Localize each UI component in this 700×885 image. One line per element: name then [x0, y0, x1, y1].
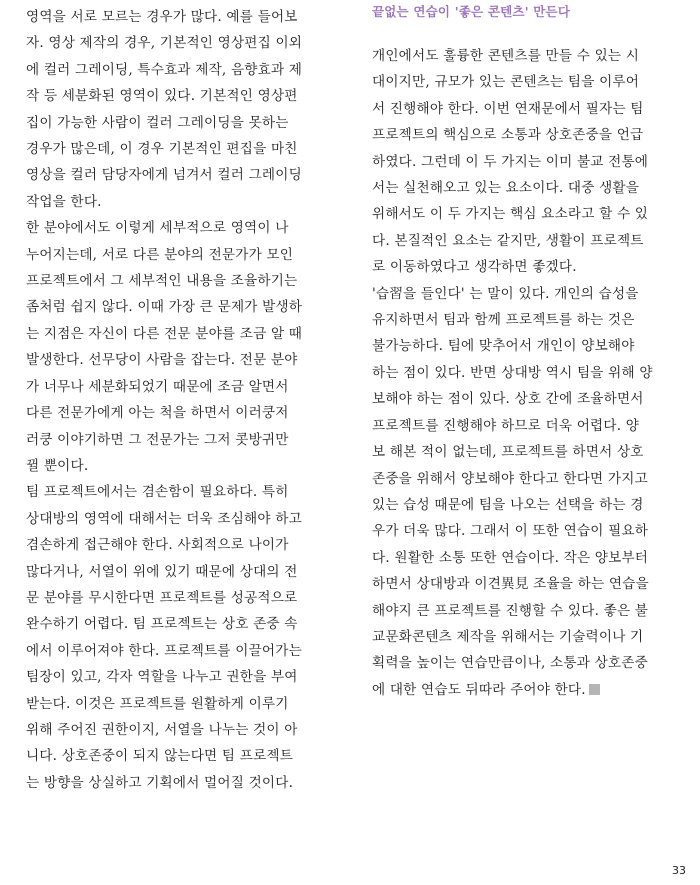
text-line: 다. 본질적인 요소는 같지만, 생활이 프로젝트 — [372, 232, 644, 249]
text-line: 하면서 상대방과 이견異見 조율을 하는 연습을 — [372, 576, 649, 593]
page-number: 33 — [672, 864, 686, 877]
text-line: 는 방향을 상실하고 기획에서 멀어질 것이다. — [26, 774, 294, 791]
text-line: 해야지 큰 프로젝트를 진행할 수 있다. 좋은 불 — [372, 602, 649, 619]
series-title: 끝없는 연습이 '좋은 콘텐츠' 만든다 — [372, 4, 571, 19]
text-line: 작 등 세분화된 영역이 있다. 기본적인 영상편 — [26, 88, 298, 105]
text-line: 영상을 컬러 담당자에게 넘겨서 컬러 그레이딩 — [26, 167, 302, 184]
text-line: 대이지만, 규모가 있는 콘텐츠는 팀을 이루어 — [372, 74, 640, 91]
text-line: 에 컬러 그레이딩, 특수효과 제작, 음향효과 제 — [26, 61, 303, 78]
text-line: 가 너무나 세분화되었기 때문에 조금 알면서 — [26, 378, 289, 395]
text-line: 상대방의 영역에 대해서는 더욱 조심해야 하고 — [26, 510, 302, 527]
text-line: 는 지점은 자신이 다른 전문 분야를 조금 알 때 — [26, 325, 303, 342]
text-line: 교문화콘텐츠 제작을 위해서는 기술력이나 기 — [372, 628, 644, 645]
text-line: 프로젝트의 핵심으로 소통과 상호존중을 언급 — [372, 127, 644, 144]
left-column — [26, 0, 326, 796]
right-paragraph-1 — [372, 43, 672, 281]
text-line: 존중을 위해서 양보해야 한다고 한다면 가지고 — [372, 470, 648, 487]
text-line: '습習을 들인다' 는 말이 있다. 개인의 습성을 — [372, 285, 639, 302]
text-line: 영역을 서로 모르는 경우가 많다. 예를 들어보 — [26, 9, 298, 25]
left-paragraph-1 — [26, 4, 326, 215]
end-mark-icon — [589, 684, 600, 695]
text-line: 서는 실천해오고 있는 요소이다. 대중 생활을 — [372, 180, 640, 197]
right-paragraph-2 — [372, 281, 672, 704]
text-line: 니다. 상호존중이 되지 않는다면 팀 프로젝트 — [26, 748, 294, 765]
left-paragraph-3 — [26, 479, 326, 796]
text-line: 에서 이루어져야 한다. 프로젝트를 이끌어가는 — [26, 642, 302, 659]
text-line: 많다거나, 서열이 위에 있기 때문에 상대의 전 — [26, 563, 298, 580]
text-line: 유지하면서 팀과 함께 프로젝트를 하는 것은 — [372, 312, 635, 329]
text-line: 있는 습성 때문에 팀을 나오는 선택을 하는 경 — [372, 496, 644, 513]
text-line: 획력을 높이는 연습만큼이나, 소통과 상호존중 — [372, 655, 648, 672]
text-line-content: 에 대한 연습도 뒤따라 주어야 한다. — [372, 681, 586, 698]
text-line: 로 이동하였다고 생각하면 좋겠다. — [372, 259, 577, 276]
text-line: 러쿵 이야기하면 그 전문가는 그저 콧방귀만 — [26, 431, 289, 448]
text-line: 다. 원활한 소통 또한 연습이다. 작은 양보부터 — [372, 549, 649, 566]
text-line: 경우가 많은데, 이 경우 기본적인 편집을 마친 — [26, 141, 298, 158]
text-line: 뀔 뿐이다. — [26, 457, 89, 474]
text-line: 문 분야를 무시한다면 프로젝트를 성공적으로 — [26, 589, 298, 606]
text-line: 프로젝트를 진행해야 하므로 더욱 어렵다. 양 — [372, 417, 640, 434]
left-paragraph-2 — [26, 215, 326, 479]
text-line: 팀장이 있고, 각자 역할을 나누고 권한을 부여 — [26, 669, 298, 686]
text-line: 보해야 하는 점이 있다. 상호 간에 조율하면서 — [372, 391, 644, 408]
text-line: 서 진행해야 한다. 이번 연재문에서 필자는 팀 — [372, 100, 644, 117]
text-line: 하였다. 그런데 이 두 가지는 이미 불교 전통에 — [372, 153, 649, 170]
text-line: 자. 영상 제작의 경우, 기본적인 영상편집 이외 — [26, 35, 303, 52]
text-line: 팀 프로젝트에서는 겸손함이 필요하다. 특히 — [26, 484, 289, 501]
text-line: 개인에서도 훌륭한 콘텐츠를 만들 수 있는 시 — [372, 48, 640, 64]
text-line-last — [372, 677, 672, 703]
text-line: 집이 가능한 사람이 컬러 그레이딩을 못하는 — [26, 114, 289, 131]
text-line: 보 해본 적이 없는데, 프로젝트를 하면서 상호 — [372, 444, 644, 461]
text-line: 프로젝트에서 그 세부적인 내용을 조율하기는 — [26, 273, 298, 290]
right-column — [372, 0, 672, 703]
text-line: 받는다. 이것은 프로젝트를 원활하게 이루기 — [26, 695, 289, 712]
text-line: 누어지는데, 서로 다른 분야의 전문가가 모인 — [26, 246, 294, 263]
text-line: 불가능하다. 팀에 맞추어서 개인이 양보해야 — [372, 338, 635, 355]
text-line: 위해서도 이 두 가지는 핵심 요소라고 할 수 있 — [372, 206, 649, 223]
text-line: 완수하기 어렵다. 팀 프로젝트는 상호 존중 속 — [26, 616, 298, 633]
text-line: 하는 점이 있다. 반면 상대방 역시 팀을 위해 양 — [372, 364, 653, 381]
text-line: 겸손하게 접근해야 한다. 사회적으로 나이가 — [26, 537, 289, 554]
text-line: 위해 주어진 권한이지, 서열을 나누는 것이 아 — [26, 721, 298, 738]
text-line: 발생한다. 선무당이 사람을 잡는다. 전문 분야 — [26, 352, 298, 369]
text-line: 좀처럼 쉽지 않다. 이때 가장 큰 문제가 발생하 — [26, 299, 303, 316]
text-line: 다른 전문가에게 아는 척을 하면서 이러쿵저 — [26, 405, 289, 422]
text-line: 한 분야에서도 이렇게 세부적으로 영역이 나 — [26, 220, 289, 237]
text-line: 우가 더욱 많다. 그래서 이 또한 연습이 필요하 — [372, 523, 649, 540]
text-line: 작업을 한다. — [26, 193, 102, 210]
